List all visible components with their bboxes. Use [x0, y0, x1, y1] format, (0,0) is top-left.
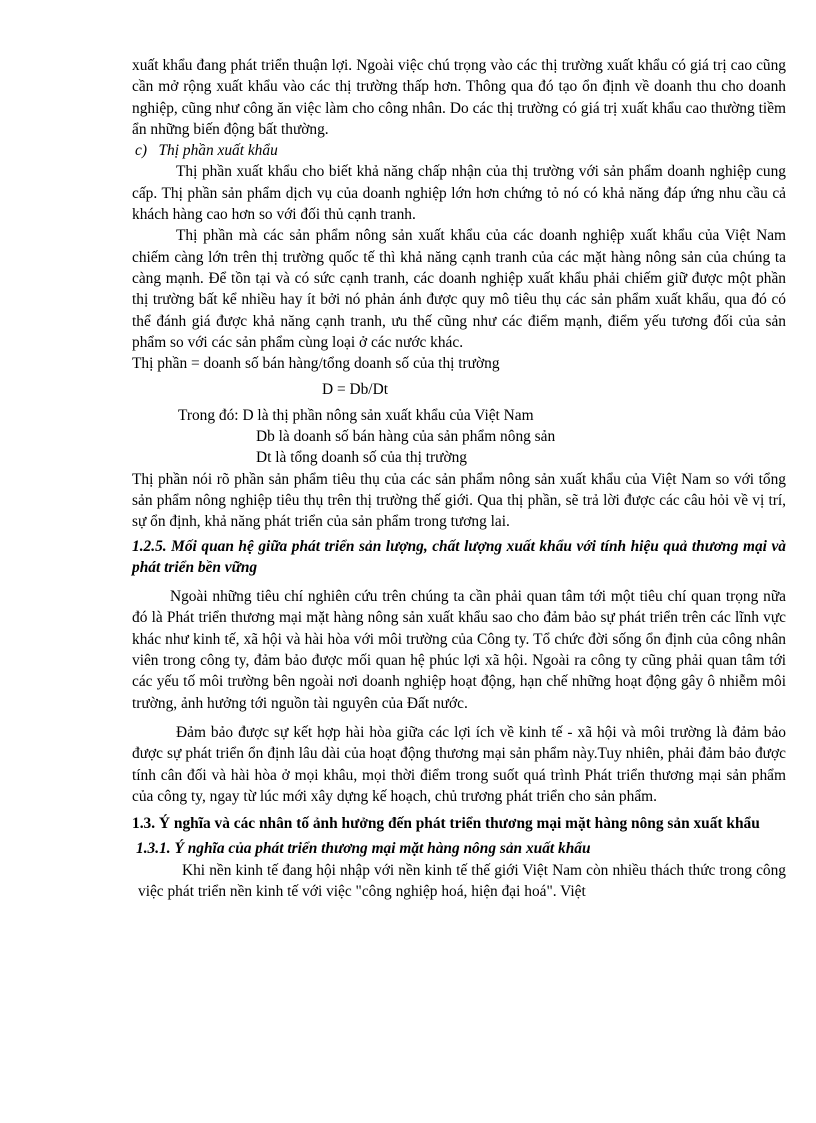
formula-where-dt: Dt là tổng doanh số của thị trường — [256, 449, 467, 467]
paragraph-market-share-vietnam: Thị phần mà các sản phẩm nông sản xuất khẩu của các doanh nghiệp xuất khẩu của Việt Nam chiếm càng lớn trên thị trường quốc tế thì khả năng cạnh tranh của các mặt hàng nông sản của chúng ta càng mạnh. Để tồn tại và có sức cạnh tranh, các doanh nghiệp xuất khẩu phải chiếm giữ được một phần thị trường bất kể nhiều hay ít bởi nó phản ánh được quy mô tiêu thụ các sản phẩm xuất khẩu, qua đó có thể đánh giá được khả năng cạnh tranh, ưu thế cũng như các điểm mạnh, điểm yếu tương đối của sản phẩm so với các sản phẩm cùng loại ở các nước khác. — [132, 227, 786, 351]
paragraph-significance: Khi nền kinh tế đang hội nhập với nền kinh tế thế giới Việt Nam còn nhiều thách thức trong công việc phát triển nền kinh tế với việc "công nghiệp hoá, hiện đại hoá". Việt — [138, 861, 786, 900]
paragraph-harmony: Đảm bảo được sự kết hợp hài hòa giữa các lợi ích về kinh tế - xã hội và môi trường là đảm bảo được sự phát triển ổn định lâu dài của hoạt động thương mại sản phẩm này.Tuy nhiên, phải đảm bảo được tính cân đối và hài hòa ở mọi khâu, mọi thời điểm trong suốt quá trình Phát triển thương mại sản phẩm của công ty, ngay từ lúc mới xây dựng kế hoạch, chủ trương phát triển cho sản phẩm. — [132, 723, 786, 805]
heading-1-3-1: 1.3.1. Ý nghĩa của phát triển thương mại mặt hàng nông sản xuất khẩu — [136, 840, 591, 858]
heading-1-2-5: 1.2.5. Mối quan hệ giữa phát triển sản lượng, chất lượng xuất khẩu với tính hiệu quả thương mại và phát triển bền vững — [132, 537, 786, 576]
subheading-market-share: c) Thị phần xuất khẩu — [135, 142, 278, 160]
heading-1-3: 1.3. Ý nghĩa và các nhân tố ảnh hưởng đến phát triển thương mại mặt hàng nông sản xuất khẩu — [132, 815, 760, 833]
formula-where-d — [178, 405, 786, 426]
document-page — [132, 55, 786, 902]
formula: D = Db/Dt — [322, 381, 388, 399]
paragraph-sustainable-development: Ngoài những tiêu chí nghiên cứu trên chúng ta cần phải quan tâm tới một tiêu chí quan trọng nữa đó là Phát triển thương mại mặt hàng nông sản xuất khẩu sao cho đảm bảo sự phát triển trên các lĩnh vực khác như kinh tế, xã hội và hài hòa với môi trường của Công ty. Tổ chức đời sống ổn định của công nhân viên trong công ty, đảm bảo được mối quan hệ phúc lợi xã hội. Ngoài ra công ty cũng phải quan tâm tới các yếu tố môi trường bên ngoài nơi doanh nghiệp hoạt động, hạn chế những hoạt động gây ô nhiễm môi trường, ảnh hưởng tới nguồn tài nguyên của Đất nước. — [132, 588, 786, 712]
paragraph-export-markets: xuất khẩu đang phát triển thuận lợi. Ngoài việc chú trọng vào các thị trường xuất khẩu có giá trị cao cũng cần mở rộng xuất khẩu vào các thị trường thấp hơn. Thông qua đó tạo ổn định về doanh thu cho doanh nghiệp, cũng như công ăn việc làm cho công nhân. Do các thị trường có giá trị xuất khẩu cao thường tiềm ẩn những biến động bất thường. — [132, 57, 786, 138]
paragraph-market-share-meaning: Thị phần nói rõ phần sản phẩm tiêu thụ của các sản phẩm nông sản xuất khẩu của Việt Nam so với tổng sản phẩm nông nghiệp tiêu thụ trên thị trường thế giới. Qua thị phần, sẽ trả lời được các câu hỏi về vị trí, sự ổn định, khả năng phát triển của sản phẩm trong tương lai. — [132, 470, 786, 531]
formula-description: Thị phần = doanh số bán hàng/tổng doanh số của thị trường — [132, 355, 500, 373]
where-label: Trong đó: — [178, 406, 239, 424]
formula-where-db: Db là doanh số bán hàng của sản phẩm nông sản — [256, 428, 556, 446]
where-d-text: D là thị phần nông sản xuất khẩu của Việt Nam — [242, 406, 534, 424]
paragraph-market-share-definition: Thị phần xuất khẩu cho biết khả năng chấp nhận của thị trường với sản phẩm doanh nghiệp cung cấp. Thị phần sản phẩm dịch vụ của doanh nghiệp lớn hơn chứng tỏ nó có khả năng đáp ứng nhu cầu cả khách hàng cao hơn so với đối thủ cạnh tranh. — [132, 163, 786, 224]
